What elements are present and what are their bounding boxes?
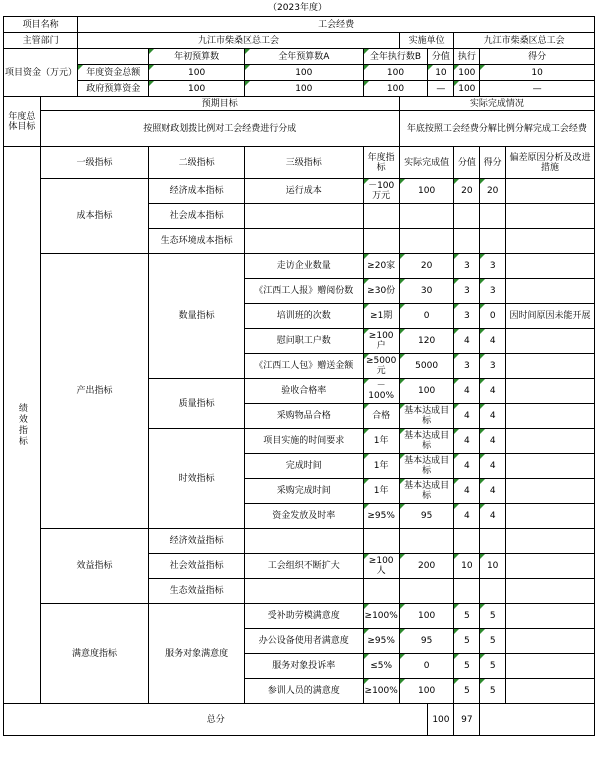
fund-total-row xyxy=(4,65,595,81)
note-cell xyxy=(506,429,595,454)
total-points: 97 xyxy=(454,704,480,736)
target-cell: ≥30份 xyxy=(363,279,399,304)
note-cell xyxy=(506,229,595,254)
fund-total-rate: 100 xyxy=(454,65,480,81)
actual-cell: 5000 xyxy=(399,354,454,379)
l3-cell: 办公设备使用者满意度 xyxy=(245,629,363,654)
l3-cell xyxy=(245,579,363,604)
l3-cell xyxy=(245,529,363,554)
score-cell: 4 xyxy=(454,454,480,479)
target-cell: ≥1期 xyxy=(363,304,399,329)
target-cell: ≥95% xyxy=(363,504,399,529)
perf-indicators-label: 绩效指标 xyxy=(4,147,41,704)
total-score: 100 xyxy=(428,704,454,736)
total-label: 总分 xyxy=(4,704,428,736)
target-cell: ≤5% xyxy=(363,654,399,679)
actual-cell: 100 xyxy=(399,679,454,704)
note-cell: 因时间原因未能开展 xyxy=(506,304,595,329)
score-cell: 5 xyxy=(454,629,480,654)
target-cell xyxy=(363,529,399,554)
l3-cell xyxy=(245,229,363,254)
actual-cell: 0 xyxy=(399,304,454,329)
col-score: 分值 xyxy=(428,49,454,65)
cost-indicator-l1: 成本指标 xyxy=(40,179,149,254)
l3-cell xyxy=(245,204,363,229)
l3-cell: 参训人员的满意度 xyxy=(245,679,363,704)
perf-header-score: 分值 xyxy=(454,147,480,179)
note-cell xyxy=(506,179,595,204)
table-row xyxy=(4,179,595,204)
benefit-indicator-l1: 效益指标 xyxy=(40,529,149,604)
col-full-execution: 全年执行数B xyxy=(363,49,428,65)
quantity-indicator-l2: 数量指标 xyxy=(149,254,245,379)
target-cell: ≥100户 xyxy=(363,329,399,354)
score-cell: 3 xyxy=(454,254,480,279)
target-cell: ≥95% xyxy=(363,629,399,654)
get-cell xyxy=(480,529,506,554)
actual-cell: 基本达成目标 xyxy=(399,479,454,504)
project-name-value: 工会经费 xyxy=(78,17,595,33)
actual-cell: 100 xyxy=(399,179,454,204)
actual-cell: 100 xyxy=(399,604,454,629)
score-cell: 5 xyxy=(454,679,480,704)
target-cell: 1年 xyxy=(363,454,399,479)
fund-gov-rate: 100 xyxy=(454,81,480,97)
l3-cell: 项目实施的时间要求 xyxy=(245,429,363,454)
fund-gov-points: — xyxy=(480,81,595,97)
actual-cell: 基本达成目标 xyxy=(399,404,454,429)
fund-gov-score: — xyxy=(428,81,454,97)
l3-cell: 《江西工人包》赠送金额 xyxy=(245,354,363,379)
actual-cell: 100 xyxy=(399,379,454,404)
actual-cell: 95 xyxy=(399,629,454,654)
get-cell: 4 xyxy=(480,454,506,479)
target-cell: ≥100% xyxy=(363,679,399,704)
department-row xyxy=(4,33,595,49)
l3-cell: 完成时间 xyxy=(245,454,363,479)
l2-cell: 生态环境成本指标 xyxy=(149,229,245,254)
actual-cell: 20 xyxy=(399,254,454,279)
l3-cell: 受补助劳模满意度 xyxy=(245,604,363,629)
get-cell xyxy=(480,204,506,229)
col-execution-rate: 执行 xyxy=(454,49,480,65)
satisfaction-indicator-l1: 满意度指标 xyxy=(40,604,149,704)
fund-total-label: 年度资金总额 xyxy=(78,65,149,81)
col-full-budget: 全年预算数A xyxy=(245,49,363,65)
perf-header-row xyxy=(4,147,595,179)
l3-cell: 验收合格率 xyxy=(245,379,363,404)
get-cell: 4 xyxy=(480,504,506,529)
table-row xyxy=(4,529,595,554)
score-cell: 4 xyxy=(454,379,480,404)
get-cell: 4 xyxy=(480,329,506,354)
note-cell xyxy=(506,479,595,504)
score-cell: 10 xyxy=(454,554,480,579)
fund-total-points: 10 xyxy=(480,65,595,81)
service-satisfaction-l2: 服务对象满意度 xyxy=(149,604,245,704)
quality-indicator-l2: 质量指标 xyxy=(149,379,245,429)
actual-cell: 30 xyxy=(399,279,454,304)
note-cell xyxy=(506,504,595,529)
implementer-value: 九江市柴桑区总工会 xyxy=(454,33,595,49)
l2-cell: 生态效益指标 xyxy=(149,579,245,604)
get-cell: 5 xyxy=(480,629,506,654)
fund-gov-label: 政府预算资金 xyxy=(78,81,149,97)
perf-header-l2: 二级指标 xyxy=(149,147,245,179)
get-cell: 4 xyxy=(480,429,506,454)
note-cell xyxy=(506,454,595,479)
score-cell: 3 xyxy=(454,279,480,304)
note-cell xyxy=(506,629,595,654)
expected-goal-label: 预期目标 xyxy=(40,97,399,111)
l3-cell: 《江西工人报》赠阅份数 xyxy=(245,279,363,304)
get-cell: 0 xyxy=(480,304,506,329)
target-cell: ≥100人 xyxy=(363,554,399,579)
get-cell: 4 xyxy=(480,379,506,404)
note-cell xyxy=(506,354,595,379)
score-cell: 4 xyxy=(454,404,480,429)
l2-cell: 社会成本指标 xyxy=(149,204,245,229)
get-cell xyxy=(480,579,506,604)
note-cell xyxy=(506,554,595,579)
actual-cell: 120 xyxy=(399,329,454,354)
perf-header-actual: 实际完成值 xyxy=(399,147,454,179)
perf-header-target: 年度指标 xyxy=(363,147,399,179)
target-cell: ≥5000元 xyxy=(363,354,399,379)
score-cell xyxy=(454,579,480,604)
score-cell: 4 xyxy=(454,504,480,529)
l3-cell: 采购物品合格 xyxy=(245,404,363,429)
l2-cell: 经济成本指标 xyxy=(149,179,245,204)
actual-cell xyxy=(399,579,454,604)
table-row xyxy=(4,254,595,279)
actual-cell: 基本达成目标 xyxy=(399,429,454,454)
table-row xyxy=(4,604,595,629)
score-cell: 3 xyxy=(454,304,480,329)
actual-cell xyxy=(399,529,454,554)
perf-header-get: 得分 xyxy=(480,147,506,179)
output-indicator-l1: 产出指标 xyxy=(40,254,149,529)
actual-cell: 200 xyxy=(399,554,454,579)
performance-evaluation-table xyxy=(3,16,595,736)
total-row xyxy=(4,704,595,736)
perf-header-note: 偏差原因分析及改进措施 xyxy=(506,147,595,179)
note-cell xyxy=(506,329,595,354)
total-note xyxy=(480,704,595,736)
implementer-label: 实施单位 xyxy=(399,33,454,49)
department-label: 主管部门 xyxy=(4,33,78,49)
timeliness-indicator-l2: 时效指标 xyxy=(149,429,245,529)
score-cell: 4 xyxy=(454,429,480,454)
annual-goal-label: 年度总体目标 xyxy=(4,97,41,147)
get-cell: 5 xyxy=(480,679,506,704)
get-cell: 3 xyxy=(480,354,506,379)
l3-cell: 工会组织不断扩大 xyxy=(245,554,363,579)
fund-total-score: 10 xyxy=(428,65,454,81)
l3-cell: 运行成本 xyxy=(245,179,363,204)
l3-cell: 服务对象投诉率 xyxy=(245,654,363,679)
fund-gov-row xyxy=(4,81,595,97)
actual-cell xyxy=(399,229,454,254)
report-year: （2023年度） xyxy=(268,3,327,13)
perf-header-l3: 三级指标 xyxy=(245,147,363,179)
score-cell: 4 xyxy=(454,479,480,504)
fund-blank-cell xyxy=(78,49,149,65)
fund-gov-full: 100 xyxy=(245,81,363,97)
note-cell xyxy=(506,254,595,279)
score-cell: 20 xyxy=(454,179,480,204)
note-cell xyxy=(506,654,595,679)
score-cell: 3 xyxy=(454,354,480,379)
target-cell xyxy=(363,579,399,604)
project-name-label: 项目名称 xyxy=(4,17,78,33)
note-cell xyxy=(506,579,595,604)
l2-cell: 经济效益指标 xyxy=(149,529,245,554)
score-cell: 5 xyxy=(454,604,480,629)
l3-cell: 培训班的次数 xyxy=(245,304,363,329)
fund-total-initial: 100 xyxy=(149,65,245,81)
target-cell: ≥100% xyxy=(363,604,399,629)
actual-cell: 0 xyxy=(399,654,454,679)
target-cell: 1年 xyxy=(363,479,399,504)
note-cell xyxy=(506,279,595,304)
score-cell: 5 xyxy=(454,654,480,679)
note-cell xyxy=(506,379,595,404)
target-cell: 合格 xyxy=(363,404,399,429)
score-cell: 4 xyxy=(454,329,480,354)
actual-cell xyxy=(399,204,454,229)
score-cell xyxy=(454,529,480,554)
target-cell: 1年 xyxy=(363,429,399,454)
get-cell: 20 xyxy=(480,179,506,204)
actual-cell: 基本达成目标 xyxy=(399,454,454,479)
project-name-row xyxy=(4,17,595,33)
get-cell: 4 xyxy=(480,479,506,504)
actual-completion-label: 实际完成情况 xyxy=(399,97,594,111)
expected-goal-text: 按照财政划拨比例对工会经费进行分成 xyxy=(40,111,399,147)
department-value: 九江市柴桑区总工会 xyxy=(78,33,400,49)
target-cell xyxy=(363,229,399,254)
l3-cell: 资金发放及时率 xyxy=(245,504,363,529)
col-initial-budget: 年初预算数 xyxy=(149,49,245,65)
note-cell xyxy=(506,604,595,629)
goals-content-row xyxy=(4,111,595,147)
note-cell xyxy=(506,404,595,429)
get-cell: 10 xyxy=(480,554,506,579)
perf-header-l1: 一级指标 xyxy=(40,147,149,179)
col-points: 得分 xyxy=(480,49,595,65)
l3-cell: 慰问职工户数 xyxy=(245,329,363,354)
actual-completion-text: 年底按照工会经费分解比例分解完成工会经费 xyxy=(399,111,594,147)
l3-cell: 采购完成时间 xyxy=(245,479,363,504)
target-cell xyxy=(363,204,399,229)
actual-cell: 95 xyxy=(399,504,454,529)
target-cell: ≥20家 xyxy=(363,254,399,279)
fund-total-exec: 100 xyxy=(363,65,428,81)
target-cell: －100万元 xyxy=(363,179,399,204)
get-cell: 5 xyxy=(480,654,506,679)
note-cell xyxy=(506,529,595,554)
fund-gov-initial: 100 xyxy=(149,81,245,97)
fund-total-full: 100 xyxy=(245,65,363,81)
note-cell xyxy=(506,679,595,704)
get-cell: 3 xyxy=(480,279,506,304)
goals-header-row xyxy=(4,97,595,111)
score-cell xyxy=(454,204,480,229)
fund-header-row xyxy=(4,49,595,65)
get-cell xyxy=(480,229,506,254)
fund-label: 项目资金（万元） xyxy=(4,49,78,97)
get-cell: 3 xyxy=(480,254,506,279)
l2-cell: 社会效益指标 xyxy=(149,554,245,579)
get-cell: 4 xyxy=(480,404,506,429)
score-cell xyxy=(454,229,480,254)
l3-cell: 走访企业数量 xyxy=(245,254,363,279)
fund-gov-exec: 100 xyxy=(363,81,428,97)
target-cell: －100% xyxy=(363,379,399,404)
get-cell: 5 xyxy=(480,604,506,629)
note-cell xyxy=(506,204,595,229)
